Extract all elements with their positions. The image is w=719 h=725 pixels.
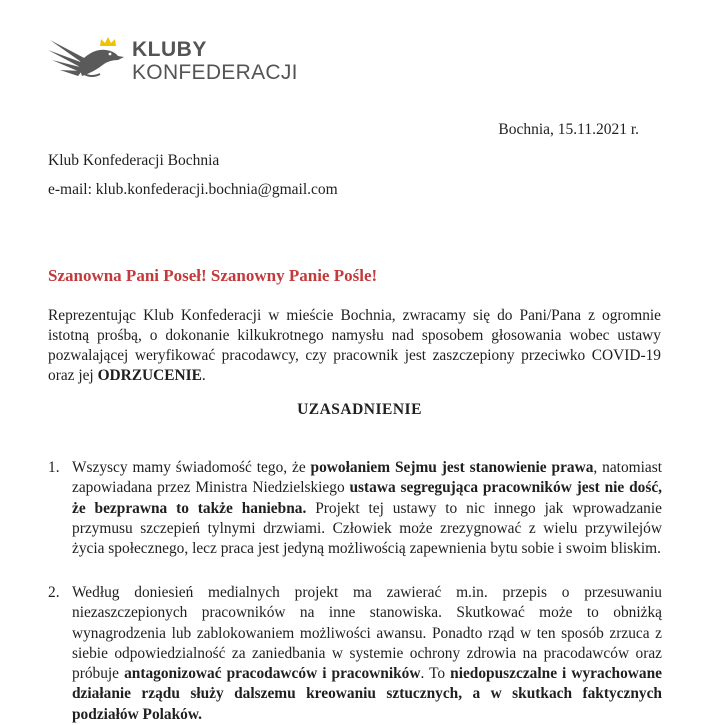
eagle-with-crown-icon (48, 30, 128, 82)
section-heading: UZASADNIENIE (297, 401, 422, 418)
item-text: . To (420, 665, 451, 683)
intro-paragraph (48, 306, 661, 386)
sender-email: e-mail: klub.konfederacji.bochnia@gmail.com (48, 181, 338, 198)
intro-emphasis: ODRZUCENIE (97, 367, 202, 384)
date-line: Bochnia, 15.11.2021 r. (498, 121, 639, 138)
logo-line-2: KONFEDERACJI (132, 61, 298, 84)
item-emphasis: niedopuszczalne i wyrachowane działanie rządu służy dalszemu kreowaniu sztucznych, a w skutkach faktycznych podziałów Polaków. (72, 665, 662, 723)
item-text: , natomiast zapowiadana przez Ministra Niedzielskiego (72, 459, 662, 497)
intro-end: . (201, 367, 206, 384)
list-item-text (72, 583, 662, 725)
intro-text: Reprezentując Klub Konfederacji w mieście Bochnia, zwracamy się do Pani/Pana z ogromnie istotną prośbą, o dokonanie kilkukrotnego namysłu nad sposobem głosowania wobec ustawy pozwalającej weryfikować pracodawcy, czy pracownik jest zaszczepiony przeciwko COVID-19 oraz jej (48, 307, 661, 384)
kluby-konfederacji-logo (48, 30, 298, 84)
greeting: Szanowna Pani Poseł! Szanowny Panie Pośle! (48, 266, 378, 285)
list-item-number: 1. (48, 459, 60, 476)
item-emphasis: antagonizować pracodawców i pracowników (124, 665, 421, 683)
item-text: Według doniesień medialnych projekt ma zawierać m.in. przepis o przesuwaniu niezaszczepionych pracowników na inne stanowiska. Skutkować może to obniżką wynagrodzenia lub zablokowaniem możliwości awansu. Ponadto rząd w ten sposób zrzuca z siebie odpowiedzialność za zaniedbania w systemie ochrony zdrowia na pracodawców oraz próbuje (72, 584, 662, 683)
list-item-text (72, 458, 662, 559)
item-text: Projekt tej ustawy to nic innego jak wprowadzanie przymusu szczepień tylnymi drzwiami. Człowiek może zrezygnować z wielu przywilejów życia społecznego, lecz praca jest jedyną możliwością zapewnienia bytu sobie i swoim bliskim. (72, 499, 662, 558)
list-item-number: 2. (48, 584, 60, 601)
item-text: Wszyscy mamy świadomość tego, że (72, 459, 311, 476)
logo-line-1: KLUBY (132, 38, 207, 61)
sender-name: Klub Konfederacji Bochnia (48, 152, 220, 169)
item-emphasis: powołaniem Sejmu jest stanowienie prawa (310, 459, 594, 476)
item-emphasis: ustawa segregująca pracowników jest nie dość, że bezprawna to także haniebna. (72, 479, 663, 517)
